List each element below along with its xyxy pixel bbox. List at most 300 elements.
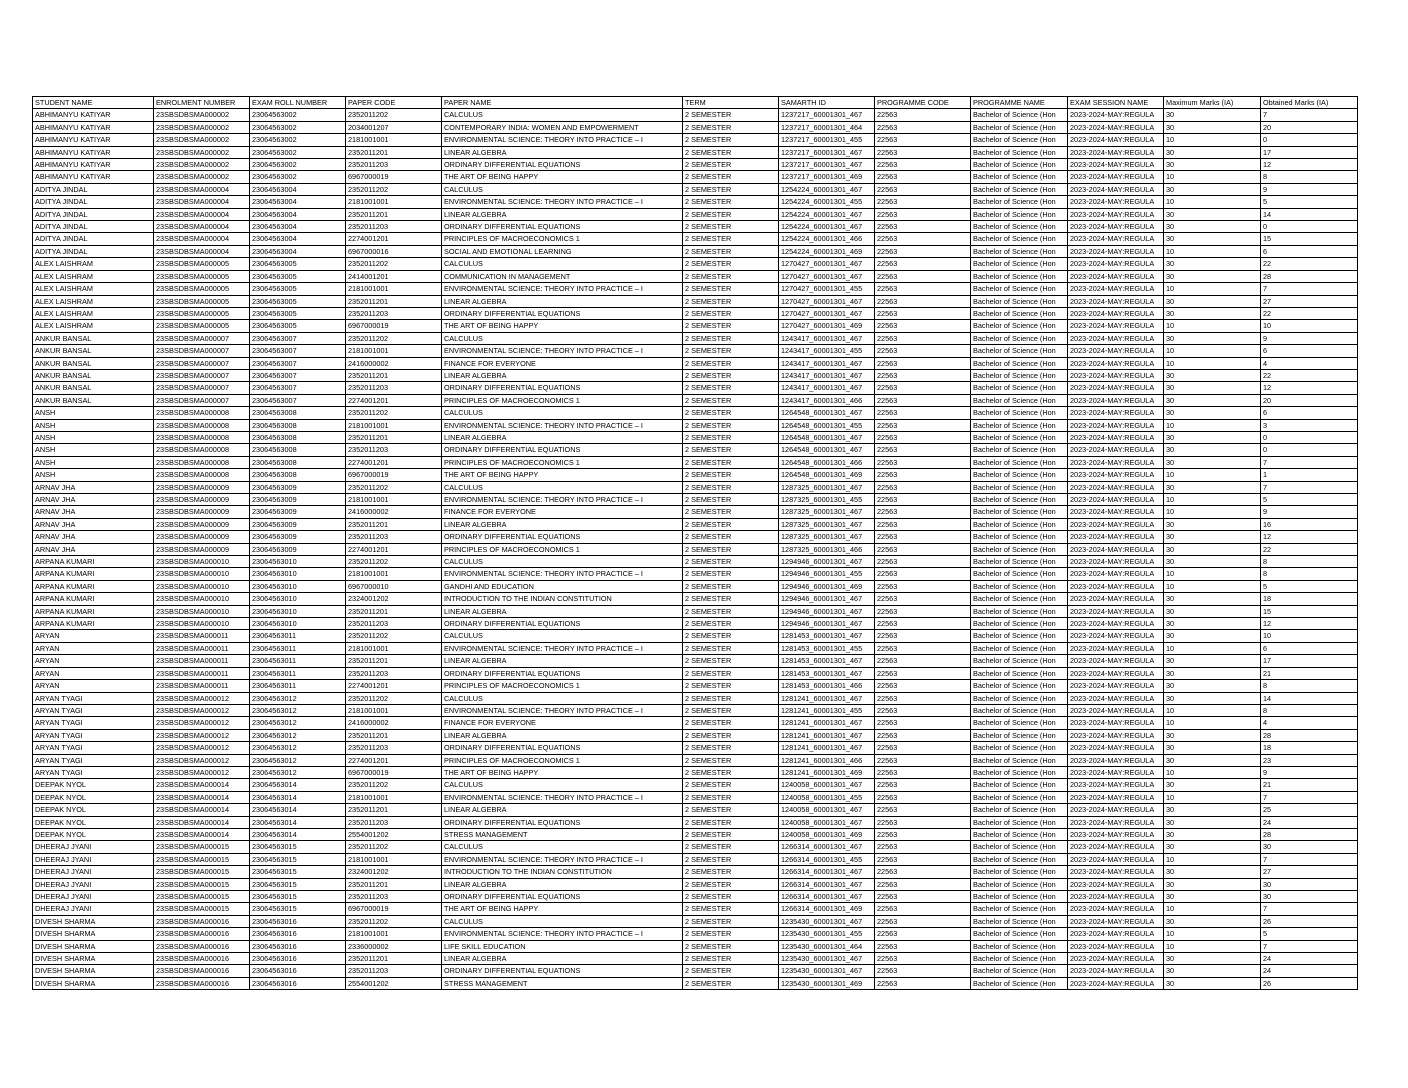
cell-samarth-id: 1243417_60001301_467 <box>779 382 875 394</box>
cell-obtained-marks: 28 <box>1261 270 1358 282</box>
cell-paper-name: ENVIRONMENTAL SCIENCE: THEORY INTO PRACTICE – I <box>442 134 683 146</box>
cell-maximum-marks: 30 <box>1164 667 1261 679</box>
table-row <box>33 915 1358 927</box>
cell-programme-code: 22563 <box>875 791 971 803</box>
cell-paper-code: 2352011202 <box>346 109 442 121</box>
cell-term: 2 SEMESTER <box>683 345 779 357</box>
cell-paper-name: ORDINARY DIFFERENTIAL EQUATIONS <box>442 816 683 828</box>
cell-programme-code: 22563 <box>875 469 971 481</box>
cell-exam-roll-number: 23064563004 <box>250 196 346 208</box>
cell-programme-name: Bachelor of Science (Hon <box>971 444 1068 456</box>
cell-programme-code: 22563 <box>875 134 971 146</box>
cell-exam-session-name: 2023-2024-MAY:REGULA <box>1068 506 1164 518</box>
cell-programme-name: Bachelor of Science (Hon <box>971 481 1068 493</box>
cell-obtained-marks: 9 <box>1261 766 1358 778</box>
cell-obtained-marks: 14 <box>1261 208 1358 220</box>
cell-obtained-marks: 0 <box>1261 444 1358 456</box>
cell-obtained-marks: 7 <box>1261 456 1358 468</box>
cell-paper-code: 2352011202 <box>346 556 442 568</box>
table-row <box>33 642 1358 654</box>
cell-enrolment-number: 23SBSDBSMA000004 <box>154 196 250 208</box>
cell-programme-name: Bachelor of Science (Hon <box>971 494 1068 506</box>
cell-maximum-marks: 10 <box>1164 940 1261 952</box>
cell-programme-name: Bachelor of Science (Hon <box>971 233 1068 245</box>
cell-paper-name: ENVIRONMENTAL SCIENCE: THEORY INTO PRACTICE – I <box>442 853 683 865</box>
cell-samarth-id: 1235430_60001301_467 <box>779 953 875 965</box>
cell-obtained-marks: 18 <box>1261 742 1358 754</box>
cell-term: 2 SEMESTER <box>683 791 779 803</box>
cell-maximum-marks: 30 <box>1164 531 1261 543</box>
cell-programme-code: 22563 <box>875 655 971 667</box>
table-row <box>33 618 1358 630</box>
cell-programme-code: 22563 <box>875 965 971 977</box>
cell-paper-name: CALCULUS <box>442 109 683 121</box>
cell-paper-code: 2352011202 <box>346 841 442 853</box>
cell-term: 2 SEMESTER <box>683 704 779 716</box>
cell-term: 2 SEMESTER <box>683 543 779 555</box>
table-row <box>33 953 1358 965</box>
cell-obtained-marks: 12 <box>1261 159 1358 171</box>
table-row <box>33 729 1358 741</box>
cell-exam-roll-number: 23064563002 <box>250 171 346 183</box>
cell-programme-code: 22563 <box>875 245 971 257</box>
cell-programme-code: 22563 <box>875 891 971 903</box>
cell-enrolment-number: 23SBSDBSMA000007 <box>154 332 250 344</box>
cell-exam-session-name: 2023-2024-MAY:REGULA <box>1068 394 1164 406</box>
cell-exam-session-name: 2023-2024-MAY:REGULA <box>1068 431 1164 443</box>
cell-obtained-marks: 23 <box>1261 754 1358 766</box>
cell-exam-session-name: 2023-2024-MAY:REGULA <box>1068 742 1164 754</box>
cell-exam-roll-number: 23064563008 <box>250 469 346 481</box>
cell-maximum-marks: 30 <box>1164 866 1261 878</box>
cell-student-name: DEEPAK NYOL <box>33 779 154 791</box>
cell-paper-code: 2416000002 <box>346 357 442 369</box>
cell-exam-session-name: 2023-2024-MAY:REGULA <box>1068 159 1164 171</box>
cell-term: 2 SEMESTER <box>683 903 779 915</box>
table-row <box>33 221 1358 233</box>
cell-paper-name: GANDHI AND EDUCATION <box>442 580 683 592</box>
cell-paper-code: 2352011203 <box>346 742 442 754</box>
cell-student-name: ARNAV JHA <box>33 543 154 555</box>
cell-exam-roll-number: 23064563012 <box>250 754 346 766</box>
cell-programme-name: Bachelor of Science (Hon <box>971 754 1068 766</box>
cell-obtained-marks: 10 <box>1261 320 1358 332</box>
cell-student-name: ANSH <box>33 407 154 419</box>
table-row <box>33 332 1358 344</box>
cell-programme-code: 22563 <box>875 196 971 208</box>
cell-enrolment-number: 23SBSDBSMA000010 <box>154 593 250 605</box>
cell-term: 2 SEMESTER <box>683 965 779 977</box>
cell-student-name: ARPANA KUMARI <box>33 568 154 580</box>
cell-obtained-marks: 27 <box>1261 866 1358 878</box>
cell-maximum-marks: 30 <box>1164 258 1261 270</box>
cell-paper-code: 2324001202 <box>346 593 442 605</box>
cell-programme-code: 22563 <box>875 779 971 791</box>
cell-paper-code: 2416000002 <box>346 506 442 518</box>
table-row <box>33 692 1358 704</box>
cell-enrolment-number: 23SBSDBSMA000010 <box>154 605 250 617</box>
cell-maximum-marks: 10 <box>1164 853 1261 865</box>
cell-samarth-id: 1270427_60001301_467 <box>779 295 875 307</box>
cell-programme-name: Bachelor of Science (Hon <box>971 891 1068 903</box>
cell-programme-name: Bachelor of Science (Hon <box>971 134 1068 146</box>
table-row <box>33 766 1358 778</box>
cell-programme-code: 22563 <box>875 233 971 245</box>
cell-exam-session-name: 2023-2024-MAY:REGULA <box>1068 965 1164 977</box>
table-row <box>33 593 1358 605</box>
cell-maximum-marks: 30 <box>1164 444 1261 456</box>
cell-student-name: ALEX LAISHRAM <box>33 295 154 307</box>
cell-samarth-id: 1294946_60001301_467 <box>779 556 875 568</box>
cell-programme-name: Bachelor of Science (Hon <box>971 357 1068 369</box>
table-row <box>33 295 1358 307</box>
cell-samarth-id: 1281453_60001301_467 <box>779 667 875 679</box>
cell-programme-code: 22563 <box>875 742 971 754</box>
table-row <box>33 456 1358 468</box>
cell-term: 2 SEMESTER <box>683 618 779 630</box>
cell-maximum-marks: 30 <box>1164 977 1261 989</box>
cell-programme-name: Bachelor of Science (Hon <box>971 270 1068 282</box>
cell-enrolment-number: 23SBSDBSMA000008 <box>154 419 250 431</box>
table-row <box>33 804 1358 816</box>
cell-paper-code: 2352011203 <box>346 531 442 543</box>
cell-paper-code: 2181001001 <box>346 419 442 431</box>
cell-exam-roll-number: 23064563005 <box>250 283 346 295</box>
cell-paper-code: 2352011203 <box>346 221 442 233</box>
cell-student-name: ARYAN TYAGI <box>33 766 154 778</box>
cell-paper-code: 2181001001 <box>346 196 442 208</box>
cell-samarth-id: 1243417_60001301_467 <box>779 357 875 369</box>
cell-paper-code: 2352011203 <box>346 382 442 394</box>
cell-paper-code: 6967000019 <box>346 171 442 183</box>
cell-exam-session-name: 2023-2024-MAY:REGULA <box>1068 642 1164 654</box>
cell-programme-code: 22563 <box>875 320 971 332</box>
cell-term: 2 SEMESTER <box>683 419 779 431</box>
cell-maximum-marks: 10 <box>1164 642 1261 654</box>
cell-enrolment-number: 23SBSDBSMA000007 <box>154 369 250 381</box>
cell-maximum-marks: 30 <box>1164 593 1261 605</box>
cell-enrolment-number: 23SBSDBSMA000007 <box>154 382 250 394</box>
cell-obtained-marks: 5 <box>1261 580 1358 592</box>
cell-paper-name: INTRODUCTION TO THE INDIAN CONSTITUTION <box>442 593 683 605</box>
cell-exam-roll-number: 23064563012 <box>250 729 346 741</box>
cell-exam-roll-number: 23064563007 <box>250 345 346 357</box>
cell-samarth-id: 1237217_60001301_467 <box>779 109 875 121</box>
cell-samarth-id: 1287325_60001301_467 <box>779 506 875 518</box>
cell-maximum-marks: 30 <box>1164 953 1261 965</box>
cell-programme-code: 22563 <box>875 766 971 778</box>
cell-obtained-marks: 21 <box>1261 779 1358 791</box>
cell-maximum-marks: 30 <box>1164 630 1261 642</box>
cell-obtained-marks: 17 <box>1261 655 1358 667</box>
cell-enrolment-number: 23SBSDBSMA000016 <box>154 928 250 940</box>
header-maximum-marks: Maximum Marks (IA) <box>1164 97 1261 109</box>
cell-samarth-id: 1235430_60001301_469 <box>779 977 875 989</box>
cell-maximum-marks: 30 <box>1164 183 1261 195</box>
cell-student-name: ADITYA JINDAL <box>33 196 154 208</box>
cell-programme-code: 22563 <box>875 531 971 543</box>
cell-student-name: DEEPAK NYOL <box>33 828 154 840</box>
cell-exam-session-name: 2023-2024-MAY:REGULA <box>1068 270 1164 282</box>
cell-obtained-marks: 6 <box>1261 642 1358 654</box>
cell-term: 2 SEMESTER <box>683 357 779 369</box>
header-student-name: STUDENT NAME <box>33 97 154 109</box>
cell-programme-name: Bachelor of Science (Hon <box>971 965 1068 977</box>
cell-obtained-marks: 1 <box>1261 469 1358 481</box>
cell-programme-code: 22563 <box>875 866 971 878</box>
cell-term: 2 SEMESTER <box>683 407 779 419</box>
cell-programme-code: 22563 <box>875 605 971 617</box>
cell-paper-code: 2352011202 <box>346 258 442 270</box>
cell-programme-code: 22563 <box>875 431 971 443</box>
cell-obtained-marks: 24 <box>1261 816 1358 828</box>
cell-paper-name: ORDINARY DIFFERENTIAL EQUATIONS <box>442 667 683 679</box>
cell-programme-name: Bachelor of Science (Hon <box>971 345 1068 357</box>
table-row <box>33 878 1358 890</box>
cell-programme-code: 22563 <box>875 878 971 890</box>
cell-maximum-marks: 30 <box>1164 804 1261 816</box>
cell-maximum-marks: 10 <box>1164 704 1261 716</box>
cell-paper-name: PRINCIPLES OF MACROECONOMICS 1 <box>442 680 683 692</box>
cell-programme-name: Bachelor of Science (Hon <box>971 704 1068 716</box>
table-row <box>33 580 1358 592</box>
cell-maximum-marks: 30 <box>1164 915 1261 927</box>
cell-student-name: ARYAN TYAGI <box>33 692 154 704</box>
cell-programme-name: Bachelor of Science (Hon <box>971 977 1068 989</box>
cell-programme-name: Bachelor of Science (Hon <box>971 568 1068 580</box>
cell-exam-session-name: 2023-2024-MAY:REGULA <box>1068 903 1164 915</box>
table-row <box>33 531 1358 543</box>
marks-table <box>32 96 1358 990</box>
cell-term: 2 SEMESTER <box>683 655 779 667</box>
cell-samarth-id: 1264548_60001301_469 <box>779 469 875 481</box>
cell-samarth-id: 1235430_60001301_464 <box>779 940 875 952</box>
cell-obtained-marks: 12 <box>1261 618 1358 630</box>
cell-paper-code: 2352011202 <box>346 692 442 704</box>
cell-programme-name: Bachelor of Science (Hon <box>971 953 1068 965</box>
cell-exam-roll-number: 23064563016 <box>250 965 346 977</box>
cell-exam-roll-number: 23064563010 <box>250 605 346 617</box>
cell-student-name: DEEPAK NYOL <box>33 816 154 828</box>
cell-programme-name: Bachelor of Science (Hon <box>971 816 1068 828</box>
cell-maximum-marks: 10 <box>1164 419 1261 431</box>
cell-obtained-marks: 22 <box>1261 543 1358 555</box>
cell-exam-roll-number: 23064563007 <box>250 357 346 369</box>
cell-programme-code: 22563 <box>875 556 971 568</box>
cell-obtained-marks: 26 <box>1261 915 1358 927</box>
cell-term: 2 SEMESTER <box>683 605 779 617</box>
cell-paper-code: 2352011203 <box>346 891 442 903</box>
cell-programme-code: 22563 <box>875 518 971 530</box>
cell-enrolment-number: 23SBSDBSMA000009 <box>154 531 250 543</box>
cell-programme-code: 22563 <box>875 928 971 940</box>
cell-paper-code: 2352011202 <box>346 915 442 927</box>
cell-samarth-id: 1240058_60001301_455 <box>779 791 875 803</box>
table-row <box>33 891 1358 903</box>
cell-samarth-id: 1266314_60001301_469 <box>779 903 875 915</box>
cell-programme-code: 22563 <box>875 729 971 741</box>
cell-enrolment-number: 23SBSDBSMA000016 <box>154 953 250 965</box>
cell-samarth-id: 1281241_60001301_469 <box>779 766 875 778</box>
cell-term: 2 SEMESTER <box>683 469 779 481</box>
cell-programme-name: Bachelor of Science (Hon <box>971 667 1068 679</box>
cell-exam-roll-number: 23064563016 <box>250 953 346 965</box>
cell-programme-name: Bachelor of Science (Hon <box>971 320 1068 332</box>
table-row <box>33 965 1358 977</box>
cell-enrolment-number: 23SBSDBSMA000014 <box>154 779 250 791</box>
cell-enrolment-number: 23SBSDBSMA000012 <box>154 692 250 704</box>
cell-term: 2 SEMESTER <box>683 866 779 878</box>
cell-programme-name: Bachelor of Science (Hon <box>971 928 1068 940</box>
cell-maximum-marks: 30 <box>1164 233 1261 245</box>
cell-enrolment-number: 23SBSDBSMA000011 <box>154 667 250 679</box>
table-row <box>33 121 1358 133</box>
cell-paper-code: 2352011201 <box>346 431 442 443</box>
cell-samarth-id: 1287325_60001301_466 <box>779 543 875 555</box>
cell-maximum-marks: 10 <box>1164 766 1261 778</box>
cell-samarth-id: 1281241_60001301_467 <box>779 717 875 729</box>
table-row <box>33 233 1358 245</box>
cell-paper-name: LINEAR ALGEBRA <box>442 369 683 381</box>
cell-enrolment-number: 23SBSDBSMA000004 <box>154 208 250 220</box>
cell-paper-code: 2181001001 <box>346 853 442 865</box>
cell-exam-roll-number: 23064563008 <box>250 431 346 443</box>
cell-student-name: ARYAN TYAGI <box>33 742 154 754</box>
cell-student-name: ABHIMANYU KATIYAR <box>33 146 154 158</box>
cell-enrolment-number: 23SBSDBSMA000011 <box>154 680 250 692</box>
cell-paper-name: PRINCIPLES OF MACROECONOMICS 1 <box>442 233 683 245</box>
cell-maximum-marks: 30 <box>1164 543 1261 555</box>
table-header <box>33 97 1358 109</box>
cell-obtained-marks: 8 <box>1261 171 1358 183</box>
cell-maximum-marks: 30 <box>1164 159 1261 171</box>
cell-samarth-id: 1270427_60001301_467 <box>779 307 875 319</box>
cell-exam-roll-number: 23064563016 <box>250 915 346 927</box>
cell-enrolment-number: 23SBSDBSMA000016 <box>154 915 250 927</box>
cell-obtained-marks: 20 <box>1261 394 1358 406</box>
cell-programme-name: Bachelor of Science (Hon <box>971 369 1068 381</box>
table-row <box>33 680 1358 692</box>
table-row <box>33 742 1358 754</box>
cell-obtained-marks: 15 <box>1261 233 1358 245</box>
cell-paper-code: 2352011201 <box>346 804 442 816</box>
cell-samarth-id: 1266314_60001301_467 <box>779 891 875 903</box>
cell-programme-code: 22563 <box>875 630 971 642</box>
cell-maximum-marks: 10 <box>1164 345 1261 357</box>
header-exam-roll-number: EXAM ROLL NUMBER <box>250 97 346 109</box>
cell-student-name: DEEPAK NYOL <box>33 804 154 816</box>
cell-term: 2 SEMESTER <box>683 270 779 282</box>
cell-student-name: ARYAN <box>33 667 154 679</box>
cell-obtained-marks: 0 <box>1261 431 1358 443</box>
cell-enrolment-number: 23SBSDBSMA000007 <box>154 394 250 406</box>
table-row <box>33 245 1358 257</box>
cell-exam-roll-number: 23064563016 <box>250 977 346 989</box>
cell-programme-code: 22563 <box>875 754 971 766</box>
cell-obtained-marks: 7 <box>1261 481 1358 493</box>
cell-term: 2 SEMESTER <box>683 159 779 171</box>
cell-exam-session-name: 2023-2024-MAY:REGULA <box>1068 754 1164 766</box>
cell-maximum-marks: 30 <box>1164 680 1261 692</box>
cell-paper-code: 2181001001 <box>346 134 442 146</box>
cell-student-name: ARNAV JHA <box>33 518 154 530</box>
table-row <box>33 270 1358 282</box>
cell-obtained-marks: 17 <box>1261 146 1358 158</box>
cell-samarth-id: 1240058_60001301_467 <box>779 804 875 816</box>
cell-maximum-marks: 10 <box>1164 245 1261 257</box>
cell-maximum-marks: 30 <box>1164 878 1261 890</box>
cell-samarth-id: 1266314_60001301_467 <box>779 841 875 853</box>
cell-enrolment-number: 23SBSDBSMA000004 <box>154 245 250 257</box>
cell-programme-code: 22563 <box>875 419 971 431</box>
cell-paper-name: CONTEMPORARY INDIA: WOMEN AND EMPOWERMENT <box>442 121 683 133</box>
cell-programme-name: Bachelor of Science (Hon <box>971 618 1068 630</box>
table-row <box>33 494 1358 506</box>
table-row <box>33 853 1358 865</box>
cell-programme-code: 22563 <box>875 307 971 319</box>
cell-student-name: ADITYA JINDAL <box>33 233 154 245</box>
cell-exam-session-name: 2023-2024-MAY:REGULA <box>1068 928 1164 940</box>
header-programme-name: PROGRAMME NAME <box>971 97 1068 109</box>
cell-programme-code: 22563 <box>875 692 971 704</box>
cell-paper-name: CALCULUS <box>442 915 683 927</box>
cell-maximum-marks: 30 <box>1164 369 1261 381</box>
cell-student-name: DHEERAJ JYANI <box>33 866 154 878</box>
cell-programme-code: 22563 <box>875 345 971 357</box>
cell-programme-code: 22563 <box>875 903 971 915</box>
cell-maximum-marks: 30 <box>1164 754 1261 766</box>
cell-maximum-marks: 10 <box>1164 494 1261 506</box>
cell-enrolment-number: 23SBSDBSMA000012 <box>154 742 250 754</box>
cell-exam-session-name: 2023-2024-MAY:REGULA <box>1068 568 1164 580</box>
cell-exam-session-name: 2023-2024-MAY:REGULA <box>1068 494 1164 506</box>
cell-obtained-marks: 12 <box>1261 531 1358 543</box>
cell-paper-name: ORDINARY DIFFERENTIAL EQUATIONS <box>442 221 683 233</box>
cell-obtained-marks: 22 <box>1261 369 1358 381</box>
table-row <box>33 146 1358 158</box>
cell-term: 2 SEMESTER <box>683 320 779 332</box>
cell-exam-roll-number: 23064563002 <box>250 109 346 121</box>
table-row <box>33 469 1358 481</box>
cell-exam-session-name: 2023-2024-MAY:REGULA <box>1068 109 1164 121</box>
cell-student-name: ARYAN TYAGI <box>33 704 154 716</box>
cell-paper-code: 2274001201 <box>346 680 442 692</box>
cell-paper-name: LINEAR ALGEBRA <box>442 146 683 158</box>
cell-programme-code: 22563 <box>875 146 971 158</box>
cell-programme-name: Bachelor of Science (Hon <box>971 221 1068 233</box>
cell-paper-code: 2352011203 <box>346 965 442 977</box>
cell-samarth-id: 1281241_60001301_466 <box>779 754 875 766</box>
cell-paper-code: 2274001201 <box>346 456 442 468</box>
cell-student-name: DEEPAK NYOL <box>33 791 154 803</box>
cell-student-name: ARYAN <box>33 680 154 692</box>
cell-exam-session-name: 2023-2024-MAY:REGULA <box>1068 953 1164 965</box>
cell-programme-name: Bachelor of Science (Hon <box>971 742 1068 754</box>
cell-programme-code: 22563 <box>875 568 971 580</box>
cell-obtained-marks: 0 <box>1261 221 1358 233</box>
table-row <box>33 134 1358 146</box>
cell-samarth-id: 1281453_60001301_467 <box>779 630 875 642</box>
cell-exam-roll-number: 23064563016 <box>250 940 346 952</box>
cell-obtained-marks: 12 <box>1261 382 1358 394</box>
cell-maximum-marks: 30 <box>1164 729 1261 741</box>
cell-obtained-marks: 5 <box>1261 494 1358 506</box>
cell-exam-session-name: 2023-2024-MAY:REGULA <box>1068 841 1164 853</box>
cell-maximum-marks: 30 <box>1164 332 1261 344</box>
cell-exam-session-name: 2023-2024-MAY:REGULA <box>1068 977 1164 989</box>
cell-student-name: ARPANA KUMARI <box>33 618 154 630</box>
cell-paper-name: FINANCE FOR EVERYONE <box>442 717 683 729</box>
